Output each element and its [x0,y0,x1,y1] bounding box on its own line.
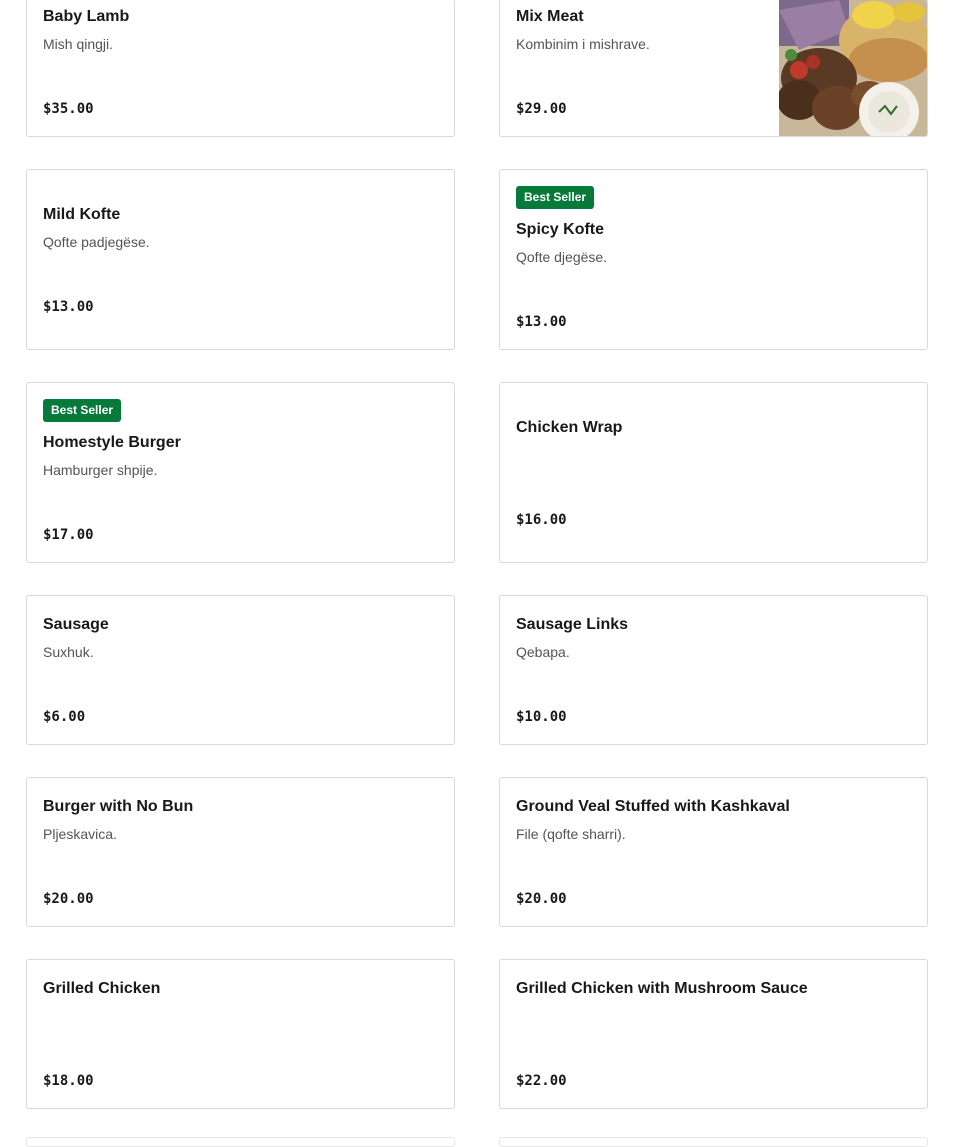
menu-item-title: Spicy Kofte [516,221,605,238]
menu-item-title: Grilled Chicken [43,980,161,997]
menu-item-card[interactable] [26,382,455,563]
menu-item-price: $20.00 [43,891,94,907]
menu-item-title: Baby Lamb [43,8,130,25]
menu-item-description: Kombinim i mishrave. [516,36,650,52]
menu-item-card[interactable] [499,959,928,1109]
menu-item-price: $17.00 [43,527,94,543]
menu-item-description: Qofte djegëse. [516,249,608,265]
menu-item-description: Qofte padjegëse. [43,234,150,250]
menu-item-price: $13.00 [43,299,94,315]
menu-item-card[interactable] [26,169,455,350]
menu-item-description: Qebapa. [516,644,570,660]
menu-item-title: Sausage [43,616,109,633]
menu-item-card[interactable] [499,169,928,350]
menu-item-card[interactable] [26,777,455,927]
menu-item-description: File (qofte sharri). [516,826,626,842]
menu-item-card[interactable] [499,777,928,927]
menu-item-price: $29.00 [516,101,567,117]
menu-item-price: $16.00 [516,512,567,528]
menu-item-price: $18.00 [43,1073,94,1089]
menu-item-description: Pljeskavica. [43,826,117,842]
menu-item-title: Homestyle Burger [43,434,181,451]
menu-item-title: Grilled Chicken with Mushroom Sauce [516,980,808,997]
menu-item-title: Ground Veal Stuffed with Kashkaval [516,798,790,815]
menu-item-price: $6.00 [43,709,86,725]
menu-item-card[interactable] [26,959,455,1109]
menu-item-price: $10.00 [516,709,567,725]
menu-item-price: $13.00 [516,314,567,330]
menu-item-card[interactable] [26,595,455,745]
menu-item-title: Mild Kofte [43,206,121,223]
menu-item-card[interactable] [26,0,455,137]
menu-item-card-partial[interactable] [26,1137,455,1147]
menu-item-card[interactable] [499,595,928,745]
menu-item-card-partial[interactable] [499,1137,928,1147]
mixed-grill-platter-photo [779,0,927,136]
best-seller-badge: Best Seller [516,186,594,209]
menu-item-title: Chicken Wrap [516,419,623,436]
menu-item-card[interactable] [499,0,928,137]
best-seller-badge: Best Seller [43,399,121,422]
menu-item-description: Hamburger shpije. [43,462,158,478]
menu-item-title: Sausage Links [516,616,629,633]
menu-item-price: $20.00 [516,891,567,907]
menu-item-title: Burger with No Bun [43,798,194,815]
menu-item-description: Mish qingji. [43,36,114,52]
menu-item-card[interactable] [499,382,928,563]
menu-item-title: Mix Meat [516,8,584,25]
menu-item-price: $35.00 [43,101,94,117]
menu-item-price: $22.00 [516,1073,567,1089]
menu-item-description: Suxhuk. [43,644,94,660]
